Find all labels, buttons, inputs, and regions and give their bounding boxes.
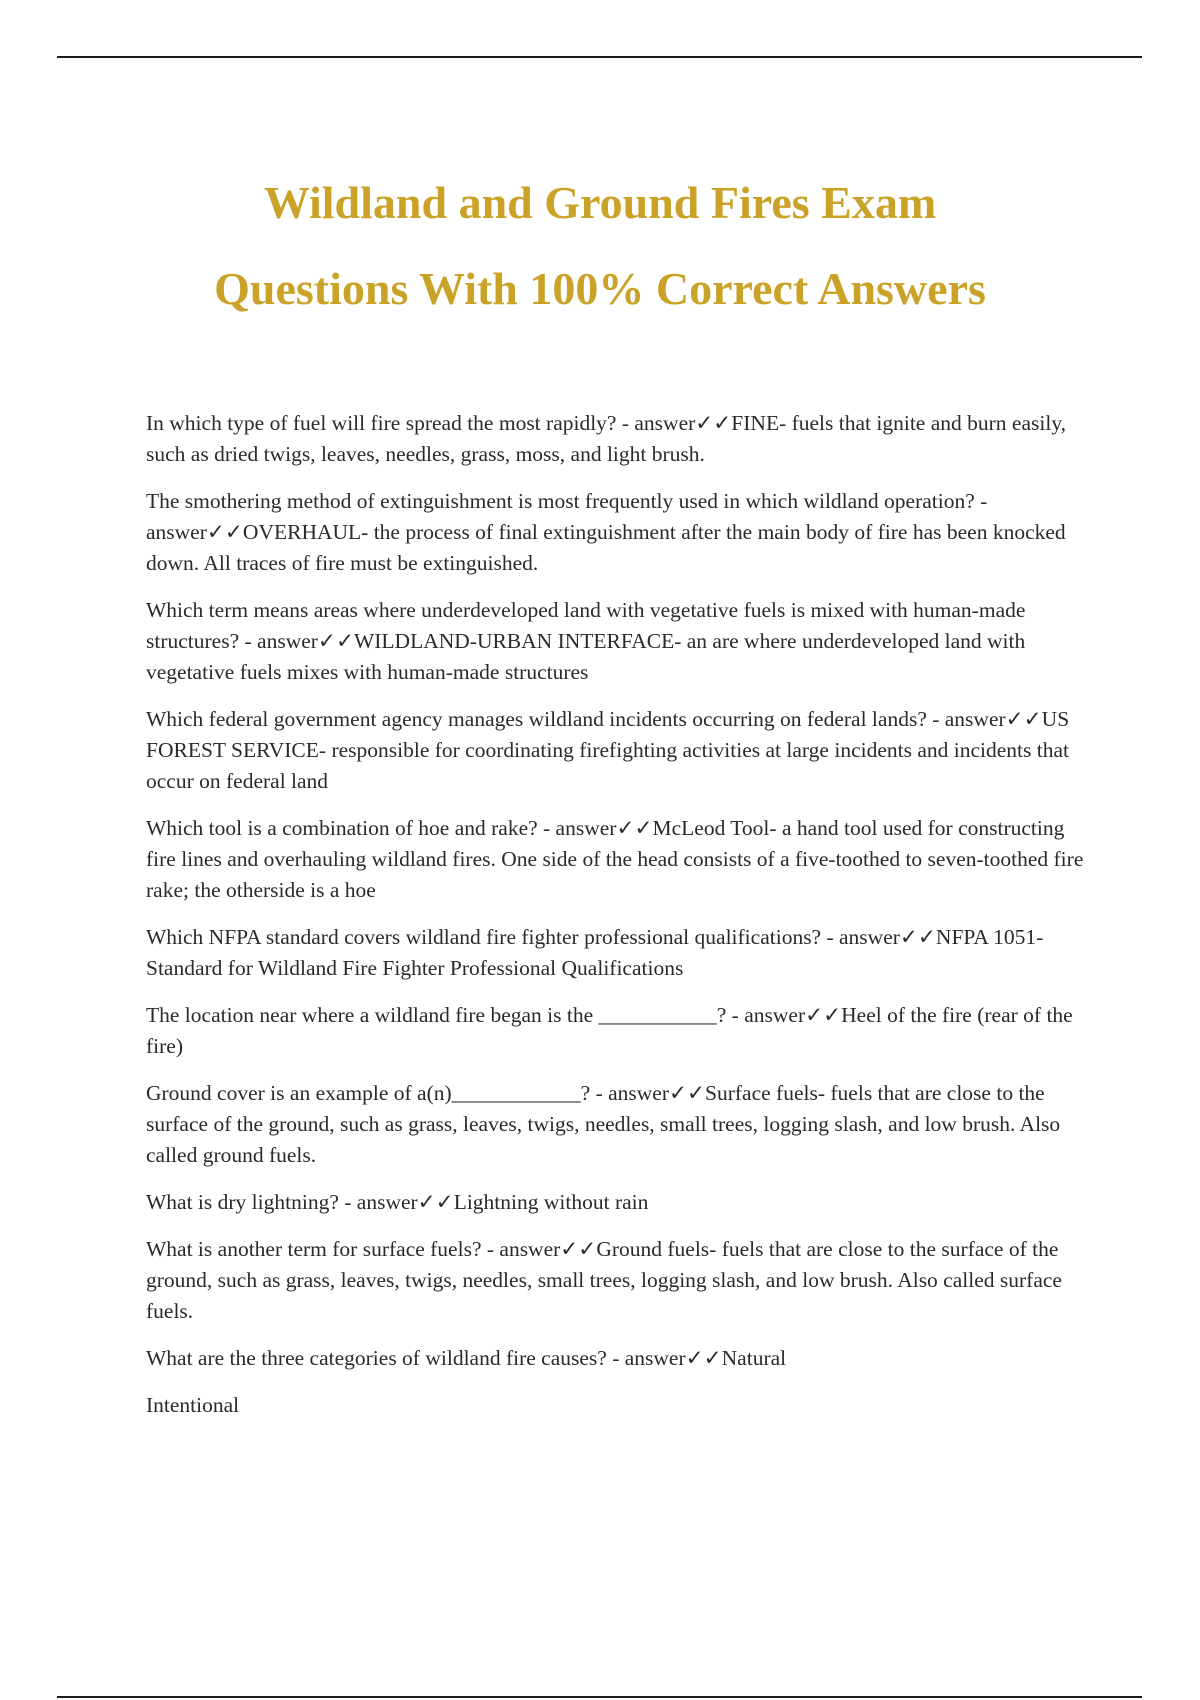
qa-item: In which type of fuel will fire spread the most rapidly? - answer✓✓FINE- fuels that ignite and burn easily, such as dried twigs, leaves, needles, grass, moss, and light brush. [146, 411, 1067, 466]
qa-item: Ground cover is an example of a(n)____________? - answer✓✓Surface fuels- fuels that are close to the surface of the ground, such as grass, leaves, twigs, needles, small trees, logging slash, and low brush. Also called ground fuels. [146, 1081, 1061, 1167]
title-line-2: Questions With 100% Correct Answers [214, 263, 986, 314]
qa-item: The smothering method of extinguishment is most frequently used in which wildland operation? - answer✓✓OVERHAUL- the process of final extinguishment after the main body of fire has been knocked down. All traces of fire must be extinguished. [146, 489, 1066, 575]
qa-item: What is another term for surface fuels? - answer✓✓Ground fuels- fuels that are close to the surface of the ground, such as grass, leaves, twigs, needles, small trees, logging slash, and low brush. Also called surface fuels. [146, 1237, 1062, 1323]
title-line-1: Wildland and Ground Fires Exam [263, 177, 937, 228]
qa-item: Which term means areas where underdeveloped land with vegetative fuels is mixed with human-made structures? - answer✓✓WILDLAND-URBAN INTERFACE- an are where underdeveloped land with vegetative fuels mixes with human-made structures [146, 598, 1026, 684]
footer-rule [57, 1696, 1142, 1698]
qa-item: Which NFPA standard covers wildland fire fighter professional qualifications? - answer✓✓NFPA 1051- Standard for Wildland Fire Fighter Professional Qualifications [146, 925, 1044, 980]
qa-item: Which federal government agency manages wildland incidents occurring on federal lands? - answer✓✓US FOREST SERVICE- responsible for coordinating firefighting activities at large incidents and incidents that occur on federal land [146, 707, 1070, 793]
qa-list [146, 408, 1096, 1437]
qa-item: What are the three categories of wildland fire causes? - answer✓✓Natural [146, 1346, 787, 1370]
header-rule [57, 56, 1142, 58]
qa-item: Which tool is a combination of hoe and rake? - answer✓✓McLeod Tool- a hand tool used for constructing fire lines and overhauling wildland fires. One side of the head consists of a five-toothed to seven-toothed fire rake; the otherside is a hoe [146, 816, 1084, 902]
qa-item: Intentional [146, 1393, 240, 1417]
document-title [100, 160, 1100, 332]
qa-item: What is dry lightning? - answer✓✓Lightning without rain [146, 1190, 649, 1214]
qa-item: The location near where a wildland fire began is the ___________? - answer✓✓Heel of the fire (rear of the fire) [146, 1003, 1073, 1058]
